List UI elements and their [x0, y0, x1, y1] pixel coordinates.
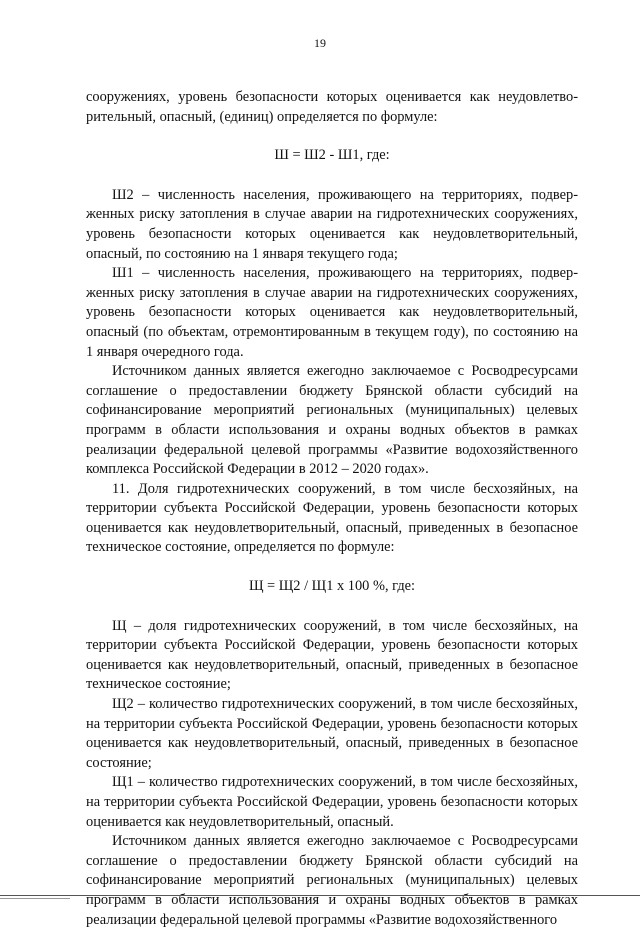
definition-sh1: Ш1 – численность населения, проживающего на территориях, подверженных риску затопления в случае аварии на гидротехнических сооружениях, уровень безопасности которых оценивается как неудовлетворительный, опасный (по объектам, отремонтированным в текущем году), по состоянию на 1 января очередного года. — [86, 265, 578, 360]
formula-shch: Щ = Щ2 / Щ1 х 100 %, где: — [248, 578, 416, 595]
spacer — [86, 166, 578, 186]
document-body — [86, 88, 578, 930]
definition-sh2: Ш2 – численность населения, проживающего на территориях, подверженных риску затопления в случае аварии на гидротехнических сооружениях, уровень безопасности которых оценивается как неудовлетворительный, опасный, по состоянию на 1 января текущего года; — [86, 186, 578, 262]
definition-shch1: Щ1 – количество гидротехнических сооружений, в том числе бесхозяйных, на территории субъекта Российской Федерации, уровень безопасности которых оценивается как неудовлетворительный, опасный. — [86, 774, 578, 830]
data-source-paragraph: Источником данных является ежегодно заключаемое с Росводресурсами соглашение о предоставлении бюджету Брянской области субсидий на софинансирование мероприятий региональных (муниципальных) целевых программ в области использования и охраны водных объектов в рамках реализации федеральной целевой программы «Развитие водохозяйственного комплекса Российской Федерации в 2012 – 2020 годах». — [86, 363, 578, 478]
item-11-paragraph: 11. Доля гидротехнических сооружений, в том числе бесхозяйных, на территории субъекта Российской Федерации, уровень безопасности которых оценивается как неудовлетворительный, опасный, приведенных в безопасное техническое состояние, определяется по формуле: — [86, 480, 578, 556]
spacer — [86, 558, 578, 577]
spacer — [86, 597, 578, 617]
definition-shch: Щ – доля гидротехнических сооружений, в том числе бесхозяйных, на территории субъекта Российской Федерации, уровень безопасности которых оценивается как неудовлетворительный, опасный, приведенных в безопасное техническое состояние; — [86, 617, 578, 693]
scan-edge-line — [0, 895, 640, 896]
paragraph-continuation: сооружениях, уровень безопасности которых оценивается как неудовлетворительный, опасный, (единиц) определяется по формуле: — [86, 89, 578, 125]
page-number: 19 — [314, 36, 326, 50]
data-source-paragraph-2: Источником данных является ежегодно заключаемое с Росводресурсами соглашение о предоставлении бюджету Брянской области субсидий на софинансирование мероприятий региональных (муниципальных) целевых программ в области использования и охраны водных объектов в рамках реализации федеральной целевой программы «Развитие водохозяйственного — [86, 833, 578, 928]
formula-sh: Ш = Ш2 - Ш1, где: — [274, 147, 390, 164]
spacer — [86, 127, 578, 146]
definition-shch2: Щ2 – количество гидротехнических сооружений, в том числе бесхозяйных, на территории субъекта Российской Федерации, уровень безопасности которых оценивается как неудовлетворительный, опасный, приведенных в безопасное состояние; — [86, 696, 578, 771]
scan-edge-mark — [0, 898, 70, 899]
